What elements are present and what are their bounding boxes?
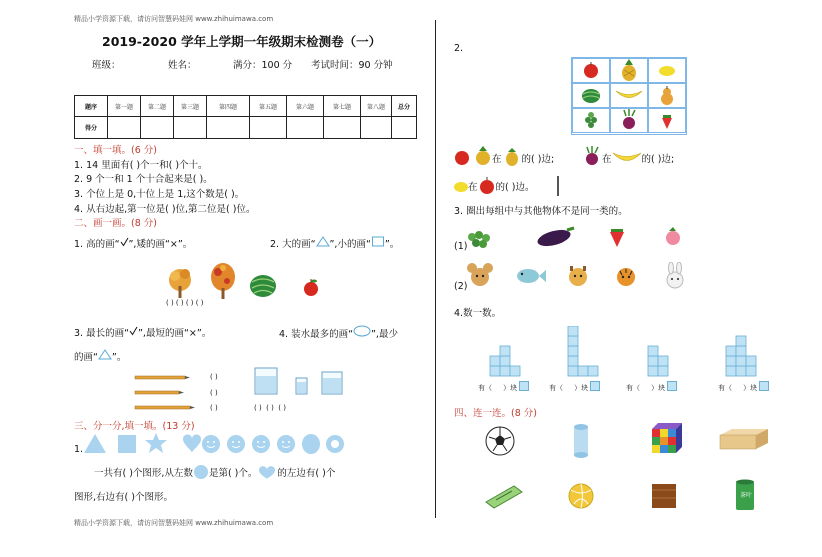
apple-pineapple-icon <box>454 146 492 166</box>
star-shape-icon <box>145 433 167 453</box>
section3-title: 三、分一分,填一填。(13 分) <box>74 421 195 432</box>
q4-title: 4.数一数。 <box>454 308 502 319</box>
pineapple-icon <box>622 59 636 81</box>
class-label: 班级： <box>92 60 121 71</box>
triangle-shape-icon <box>84 434 106 453</box>
beaker-parens <box>254 404 286 412</box>
heart-shape-icon <box>183 435 201 454</box>
text-cursor-bar <box>557 176 559 196</box>
count-4-b: ）块 <box>743 384 758 392</box>
beaker-paren-1: ( ) <box>254 404 262 412</box>
wooden-box-icon <box>720 429 768 449</box>
tea-can-label: 茶叶 <box>740 492 753 499</box>
smiley-face-icon <box>277 435 295 453</box>
q3-group1-items <box>464 224 694 252</box>
s2-q4-text: 4. 装水最多的画“ <box>279 329 354 340</box>
score-cell[interactable] <box>287 117 324 139</box>
lemon-icon <box>659 66 675 76</box>
score-header-cell: 第七题 <box>324 96 361 117</box>
score-cell[interactable] <box>174 117 207 139</box>
beaker-medium-icon <box>322 372 342 394</box>
q2-b-de: 的( )边; <box>641 154 675 165</box>
score-header-cell: 第一题 <box>108 96 141 117</box>
soccer-ball-icon <box>486 427 514 455</box>
s2-question-2 <box>270 236 399 250</box>
block-stack-4-icon <box>726 336 756 376</box>
fish-icon <box>517 269 546 283</box>
check-mark-icon <box>120 237 129 247</box>
s2-q1-text-b: ”,矮的画“×”。 <box>128 239 193 250</box>
tiger-icon <box>617 268 635 286</box>
lemon-icon <box>454 179 468 193</box>
apple-icon <box>584 62 598 78</box>
score-cell[interactable] <box>207 117 250 139</box>
heart-shape-icon <box>257 465 277 479</box>
count-4-a: 有（ <box>718 384 732 392</box>
mouse-icon <box>467 263 493 286</box>
block-stack-2-icon <box>568 326 598 376</box>
q2-a-de: 的( )边; <box>521 154 555 165</box>
block-icon <box>759 381 769 391</box>
shapes-row <box>83 432 353 456</box>
s2-q4-text-b: ”,最少 <box>371 329 398 340</box>
q3-group1-label: (1) <box>454 241 468 252</box>
block-icon <box>667 381 677 391</box>
page-title: 2019-2020 学年上学期一年级期末检测卷（一） <box>102 34 382 49</box>
s1-question-4: 4. 从右边起,第一位是( )位,第二位是( )位。 <box>74 204 256 215</box>
s3-line-1 <box>94 465 335 479</box>
eggplant-icon <box>536 227 574 249</box>
strawberry-icon <box>610 229 624 247</box>
smiley-face-icon <box>227 435 245 453</box>
pencil-paren-1: ( ) <box>210 373 218 381</box>
q2-b-zai: 在 <box>602 154 612 165</box>
pencil-long-icon <box>135 376 190 379</box>
score-header-cell: 第三题 <box>174 96 207 117</box>
beakers-illustration <box>252 366 352 398</box>
s2-question-1 <box>74 236 192 250</box>
s3-number: 1. <box>74 444 84 455</box>
score-header-cell: 第二题 <box>141 96 174 117</box>
q3-group2-label: (2) <box>454 281 468 292</box>
score-header-cell: 第八题 <box>361 96 392 117</box>
grapes-icon <box>585 112 597 128</box>
s2-question-3 <box>74 325 211 339</box>
q2-line-1 <box>454 146 554 166</box>
full-score-label: 满分：100 分 <box>233 60 293 71</box>
count-1-a: 有（ <box>478 384 492 392</box>
count-2-b: ）块 <box>574 384 589 392</box>
score-cell[interactable] <box>324 117 361 139</box>
score-header-cell: 题序 <box>75 96 108 117</box>
s2-q4-text-d: ”。 <box>111 352 127 363</box>
banana-icon <box>612 148 642 166</box>
gum-pack-icon <box>486 486 522 508</box>
match-objects-row2 <box>484 478 774 514</box>
beaker-small-icon <box>296 378 307 394</box>
score-header-cell: 第六题 <box>287 96 324 117</box>
rabbit-icon <box>667 262 683 288</box>
count-3-a: 有（ <box>626 384 640 392</box>
section1-title: 一、填一填。(6 分) <box>74 145 157 156</box>
oval-shape-icon <box>193 465 209 479</box>
s2-q1-parens: ( ) ( ) ( ) ( ) <box>166 299 204 307</box>
time-label: 考试时间：90 分钟 <box>311 60 393 71</box>
score-cell[interactable] <box>392 117 417 139</box>
q2-c-zai: 在 <box>468 182 478 193</box>
q3-title: 3. 圈出每组中与其他物体不是同一类的。 <box>454 206 628 217</box>
s2-q1-text: 1. 高的画“ <box>74 239 120 250</box>
rubiks-cube-icon <box>652 423 682 453</box>
block-stacks-illustration <box>488 326 768 382</box>
square-outline-icon <box>371 236 385 247</box>
oval-shape-icon <box>302 434 320 454</box>
score-header-cell: 第四题 <box>207 96 250 117</box>
beaker-large-icon <box>255 368 277 394</box>
score-header-cell: 总分 <box>392 96 417 117</box>
score-cell[interactable] <box>108 117 141 139</box>
block-icon <box>519 381 529 391</box>
s2-q3-text-b: ”,最短的画“×”。 <box>138 328 212 339</box>
peach-icon <box>666 227 680 245</box>
pencil-middle-icon <box>135 406 195 409</box>
s3-line1-text-c: 的左边有( )个 <box>277 468 336 479</box>
s2-q2-text: 2. 大的画“ <box>270 239 316 250</box>
block-icon <box>590 381 600 391</box>
beet-icon <box>623 109 635 129</box>
q3-group2-items <box>466 262 696 290</box>
s2-q2-text-c: ”。 <box>384 239 400 250</box>
wood-block-icon <box>652 484 676 508</box>
strawberry-icon <box>662 115 672 129</box>
apple-icon <box>478 176 496 194</box>
q2-a-zai: 在 <box>492 154 502 165</box>
pencil-paren-2: ( ) <box>210 389 218 397</box>
q2-line-3 <box>454 176 534 194</box>
beaker-paren-3: ( ) <box>278 404 286 412</box>
small-tree-icon <box>169 269 191 298</box>
watermelon-icon <box>582 89 600 103</box>
count-2 <box>549 381 600 393</box>
count-3-b: ）块 <box>651 384 666 392</box>
beet-icon <box>582 146 602 166</box>
fruit-grid <box>571 57 687 135</box>
s2-q4-text-c: 的画“ <box>74 352 98 363</box>
count-1 <box>478 381 529 393</box>
tree-items-illustration <box>166 262 326 302</box>
section2-title: 二、画一画。(8 分) <box>74 218 157 229</box>
score-table <box>74 95 417 139</box>
count-3 <box>626 381 677 393</box>
score-cell[interactable] <box>250 117 287 139</box>
section4-title: 四、连一连。(8 分) <box>454 408 537 419</box>
s1-question-3: 3. 个位上是 0,十位上是 1,这个数是( )。 <box>74 189 245 200</box>
block-stack-3-icon <box>648 346 668 376</box>
score-row-label: 得分 <box>75 117 108 139</box>
column-divider <box>435 20 436 518</box>
score-cell[interactable] <box>361 117 392 139</box>
watermelon-icon <box>250 275 276 297</box>
match-objects-row1 <box>484 421 774 461</box>
triangle-outline-icon <box>98 349 112 360</box>
smiley-face-icon <box>252 435 270 453</box>
s2-question-4-cont <box>74 349 126 363</box>
count-4 <box>718 381 769 393</box>
s3-line1-text-b: 是第( )个。 <box>208 468 258 479</box>
pear-icon <box>661 86 673 105</box>
pencils-illustration <box>134 373 196 413</box>
s3-line-2: 图形,右边有( )个图形。 <box>74 492 173 503</box>
watermark-top: 精品小学资源下载，请访问智慧码娃网 www.zhihuimawa.com <box>74 15 274 23</box>
beaker-paren-2: ( ) <box>266 404 274 412</box>
volleyball-icon <box>569 484 593 508</box>
s2-q2-text-b: ”,小的画“ <box>329 239 371 250</box>
s1-question-2: 2. 9 个一和 1 个十合起来是( )。 <box>74 174 213 185</box>
count-2-a: 有（ <box>549 384 563 392</box>
s2-q3-text: 3. 最长的画“ <box>74 328 130 339</box>
q2-line-2 <box>582 146 674 166</box>
q2-number: 2. <box>454 43 464 54</box>
s3-line1-text-a: 一共有( )个图形,从左数 <box>94 468 193 479</box>
smiley-face-icon <box>202 435 220 453</box>
pencil-paren-3: ( ) <box>210 404 218 412</box>
block-stack-1-icon <box>490 346 520 376</box>
q2-c-de: 的( )边。 <box>495 182 535 193</box>
watermark-bottom: 精品小学资源下载，请访问智慧码娃网 www.zhihuimawa.com <box>74 519 274 527</box>
fruit-grid-items <box>572 58 686 134</box>
s2-question-4 <box>279 325 398 340</box>
banana-icon <box>616 91 642 98</box>
cow-icon <box>569 266 587 286</box>
count-1-b: ）块 <box>503 384 518 392</box>
ring-shape-icon <box>326 435 344 453</box>
triangle-outline-icon <box>316 236 330 247</box>
circle-outline-icon <box>353 325 371 337</box>
square-shape-icon <box>118 435 136 453</box>
check-mark-icon <box>129 326 138 336</box>
pineapple-icon <box>502 148 522 166</box>
s1-question-1: 1. 14 里面有( )个一和( )个十。 <box>74 160 208 171</box>
tall-tree-icon <box>211 263 235 299</box>
grapes-icon <box>468 231 490 248</box>
name-label: 姓名： <box>168 60 197 71</box>
score-cell[interactable] <box>141 117 174 139</box>
pencil-short-icon <box>135 391 184 394</box>
cylinder-can-icon <box>574 424 588 458</box>
apple-icon <box>304 279 318 296</box>
score-header-cell: 第五题 <box>250 96 287 117</box>
